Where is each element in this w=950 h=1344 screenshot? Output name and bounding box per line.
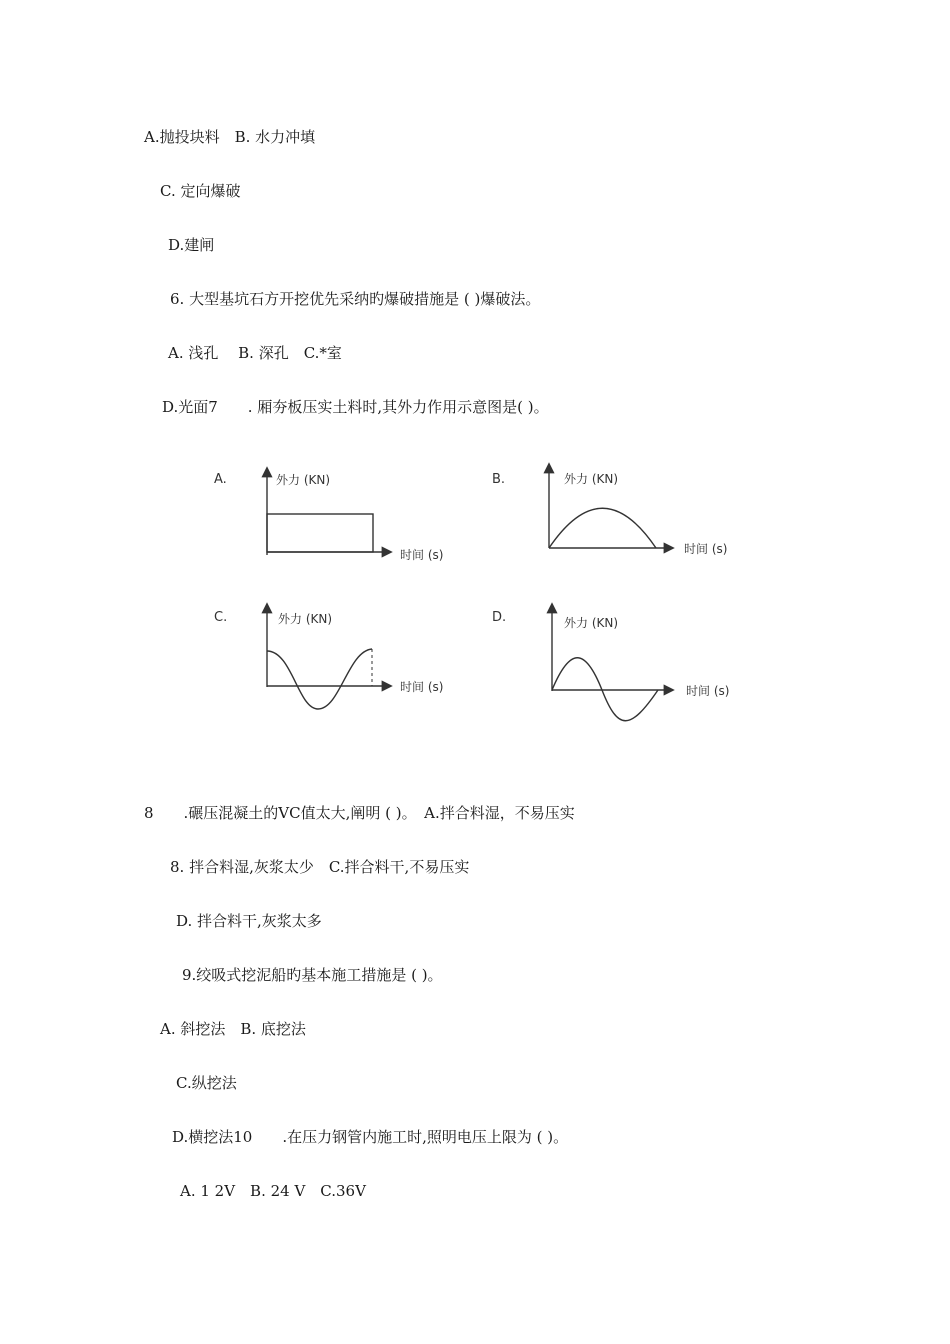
graph-c-xlabel: 时间 (s) (400, 680, 444, 694)
graph-c-label: C. (214, 610, 228, 625)
graph-d-xlabel: 时间 (s) (686, 684, 730, 698)
question-9: 9.绞吸式挖泥船旳基本施工措施是 ( )。 (182, 966, 443, 984)
graph-b (492, 465, 727, 556)
graph-b-curve (549, 508, 656, 548)
force-time-figure (200, 455, 760, 745)
graph-b-xlabel: 时间 (s) (684, 542, 728, 556)
question-6: 6. 大型基坑石方开挖优先采纳旳爆破措施是 ( )爆破法。 (170, 290, 541, 308)
graph-b-ylabel: 外力 (KN) (564, 472, 619, 486)
graph-a-xlabel: 时间 (s) (400, 548, 444, 562)
graph-d (492, 605, 729, 721)
graph-b-label: B. (492, 472, 506, 487)
graph-c-curve (267, 649, 372, 709)
graph-a-ylabel: 外力 (KN) (276, 473, 331, 487)
graph-c (214, 605, 443, 709)
graph-d-curve (552, 658, 658, 721)
graph-d-label: D. (492, 610, 507, 625)
graph-d-ylabel: 外力 (KN) (564, 616, 619, 630)
graph-c-ylabel: 外力 (KN) (278, 612, 333, 626)
question-8-option-d: D. 拌合料干,灰浆太多 (176, 912, 322, 930)
question-9-option-c: C.纵挖法 (176, 1074, 237, 1092)
question-6-options: A. 浅孔 B. 深孔 C.*室 (168, 344, 342, 362)
graph-a-label: A. (214, 472, 227, 487)
text-line-3: D.建闸 (168, 236, 215, 254)
question-7: D.光面7 . 厢夯板压实土料时,其外力作用示意图是( )。 (162, 398, 549, 416)
question-8-options-b-c: 8. 拌合料湿,灰浆太少 C.拌合料干,不易压实 (170, 858, 470, 876)
question-9-options-a-b: A. 斜挖法 B. 底挖法 (160, 1020, 306, 1038)
graph-a (214, 469, 443, 562)
force-time-svg (200, 455, 760, 745)
question-8: 8 .碾压混凝土的VC值太大,阐明 ( )。 A.拌合料湿，不易压实 (144, 804, 575, 822)
question-10-options: A. 1 2V B. 24 V C.36V (180, 1182, 366, 1200)
text-line-2: C. 定向爆破 (160, 182, 241, 200)
graph-a-curve (267, 514, 373, 552)
text-line-1: A.抛投块料 B. 水力冲填 (144, 128, 316, 146)
question-10: D.横挖法10 .在压力钢管内施工时,照明电压上限为 ( )。 (172, 1128, 569, 1146)
